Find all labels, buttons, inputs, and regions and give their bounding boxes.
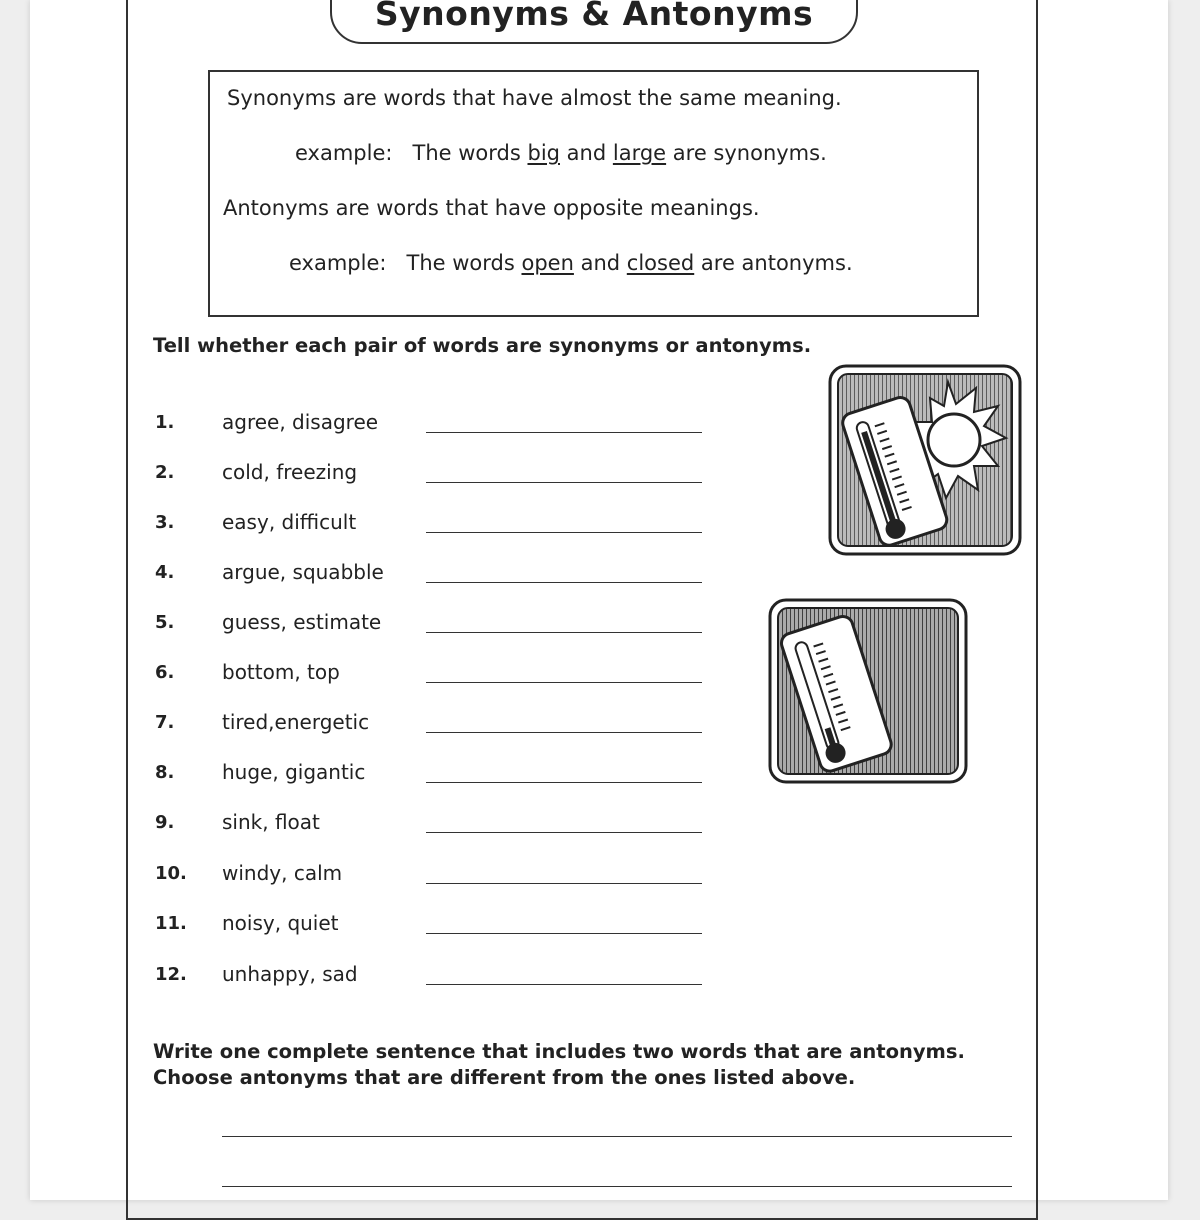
hot-thermometer-icon — [826, 362, 1024, 558]
example-prefix: The words — [412, 141, 521, 165]
cold-thermometer-icon — [766, 596, 970, 786]
item-words: tired,energetic — [222, 710, 370, 734]
title-tab — [330, 0, 858, 44]
answer-blank[interactable] — [426, 883, 702, 884]
item-words: easy, difficult — [222, 510, 357, 534]
item-number: 7. — [155, 712, 175, 733]
writing-prompt-line-1: Write one complete sentence that includes two words that are antonyms. — [153, 1040, 965, 1063]
item-number: 6. — [155, 662, 175, 683]
sentence-answer-line[interactable] — [222, 1136, 1012, 1137]
item-words: noisy, quiet — [222, 911, 339, 935]
item-number: 3. — [155, 512, 175, 533]
item-number: 5. — [155, 612, 175, 633]
sentence-answer-line[interactable] — [222, 1186, 1012, 1187]
answer-blank[interactable] — [426, 933, 702, 934]
item-words: windy, calm — [222, 861, 343, 885]
item-words: bottom, top — [222, 660, 340, 684]
example-word-big: big — [527, 141, 560, 165]
item-words: guess, estimate — [222, 610, 382, 634]
page-title: Synonyms & Antonyms — [374, 0, 814, 33]
example-label: example: — [289, 251, 387, 275]
item-words: agree, disagree — [222, 410, 379, 434]
example-suffix: are antonyms. — [700, 251, 853, 275]
item-number: 9. — [155, 812, 175, 833]
item-number: 12. — [155, 964, 187, 985]
antonym-definition: Antonyms are words that have opposite meanings. — [223, 196, 760, 220]
answer-blank[interactable] — [426, 482, 702, 483]
instructions: Tell whether each pair of words are synonyms or antonyms. — [153, 334, 812, 357]
example-mid: and — [580, 251, 621, 275]
answer-blank[interactable] — [426, 632, 702, 633]
item-number: 8. — [155, 762, 175, 783]
item-number: 11. — [155, 913, 187, 934]
antonym-example — [289, 251, 853, 275]
answer-blank[interactable] — [426, 582, 702, 583]
item-words: sink, float — [222, 810, 320, 834]
item-number: 10. — [155, 863, 187, 884]
example-prefix: The words — [406, 251, 515, 275]
item-words: cold, freezing — [222, 460, 358, 484]
item-number: 2. — [155, 462, 175, 483]
synonym-example — [295, 141, 827, 165]
answer-blank[interactable] — [426, 832, 702, 833]
answer-blank[interactable] — [426, 682, 702, 683]
writing-prompt-line-2: Choose antonyms that are different from the ones listed above. — [153, 1066, 856, 1089]
example-word-closed: closed — [626, 251, 695, 275]
example-word-large: large — [612, 141, 667, 165]
answer-blank[interactable] — [426, 432, 702, 433]
item-words: argue, squabble — [222, 560, 384, 584]
item-words: huge, gigantic — [222, 760, 366, 784]
example-word-open: open — [521, 251, 574, 275]
example-mid: and — [566, 141, 607, 165]
example-label: example: — [295, 141, 393, 165]
answer-blank[interactable] — [426, 532, 702, 533]
item-number: 4. — [155, 562, 175, 583]
synonym-definition: Synonyms are words that have almost the same meaning. — [227, 86, 842, 110]
example-suffix: are synonyms. — [672, 141, 827, 165]
item-words: unhappy, sad — [222, 962, 358, 986]
answer-blank[interactable] — [426, 732, 702, 733]
answer-blank[interactable] — [426, 984, 702, 985]
answer-blank[interactable] — [426, 782, 702, 783]
item-number: 1. — [155, 412, 175, 433]
